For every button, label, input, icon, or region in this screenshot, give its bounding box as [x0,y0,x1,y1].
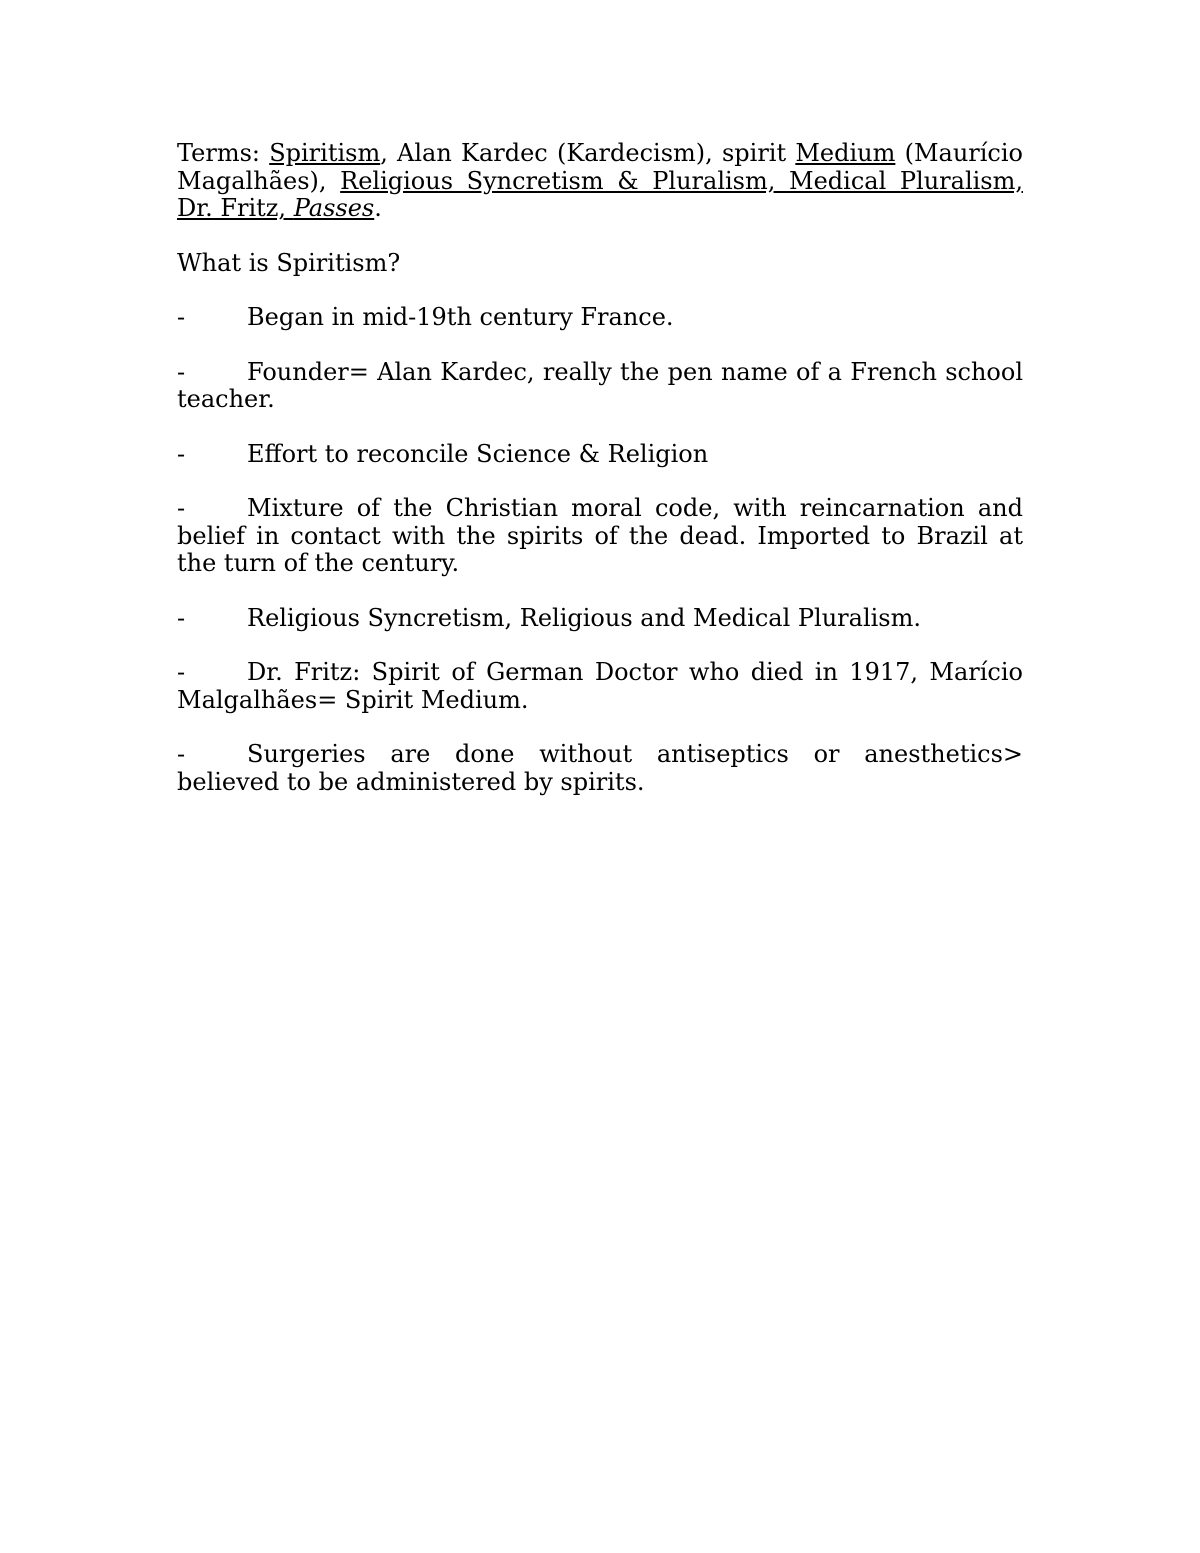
list-item [177,441,1023,469]
bullet-marker: - [177,357,186,386]
list-item-text: Religious Syncretism, Religious and Medical Pluralism. [247,603,922,632]
terms-text-1: , Alan Kardec (Kardecism), spirit [380,139,796,167]
bullet-marker: - [177,303,186,331]
list-item-text: Effort to reconcile Science & Religion [247,439,709,468]
list-item-text: Mixture of the Christian moral code, with reincarnation and belief in contact with the spirits of the dead. Imported to Brazil at the turn of the century. [177,494,1023,577]
list-item [177,359,1023,414]
list-item [177,605,1023,633]
term-syncretism-pluralism: Religious Syncretism & Pluralism, Medical Pluralism, Dr. Fritz, [177,166,1023,222]
bullet-marker: - [177,740,186,768]
list-item-text: Began in mid-19th century France. [247,303,674,331]
list-item-text: Surgeries are done without antiseptics or anesthetics> believed to be administered by spirits. [177,740,1023,796]
bullet-marker: - [177,658,186,686]
list-item [177,495,1023,578]
bullet-marker: - [177,603,186,632]
list-item [177,659,1023,714]
bullet-marker: - [177,439,186,468]
list-item-text: Founder= Alan Kardec, really the pen name of a French school teacher. [177,357,1023,413]
section-heading: What is Spiritism? [177,248,401,277]
list-item-text: Dr. Fritz: Spirit of German Doctor who died in 1917, Marício Malgalhães= Spirit Medium. [177,658,1023,714]
list-item [177,741,1023,796]
terms-text-2: (Maurício Magalhães), [177,139,1023,195]
document-page [177,140,1023,823]
terms-label: Terms: [177,139,270,167]
terms-paragraph [177,140,1023,223]
term-medium: Medium [795,139,896,167]
list-item [177,304,1023,332]
term-spiritism: Spiritism [269,139,381,167]
bullet-marker: - [177,494,186,522]
term-passes: Passes [293,194,375,222]
terms-text-3: . [374,194,382,222]
